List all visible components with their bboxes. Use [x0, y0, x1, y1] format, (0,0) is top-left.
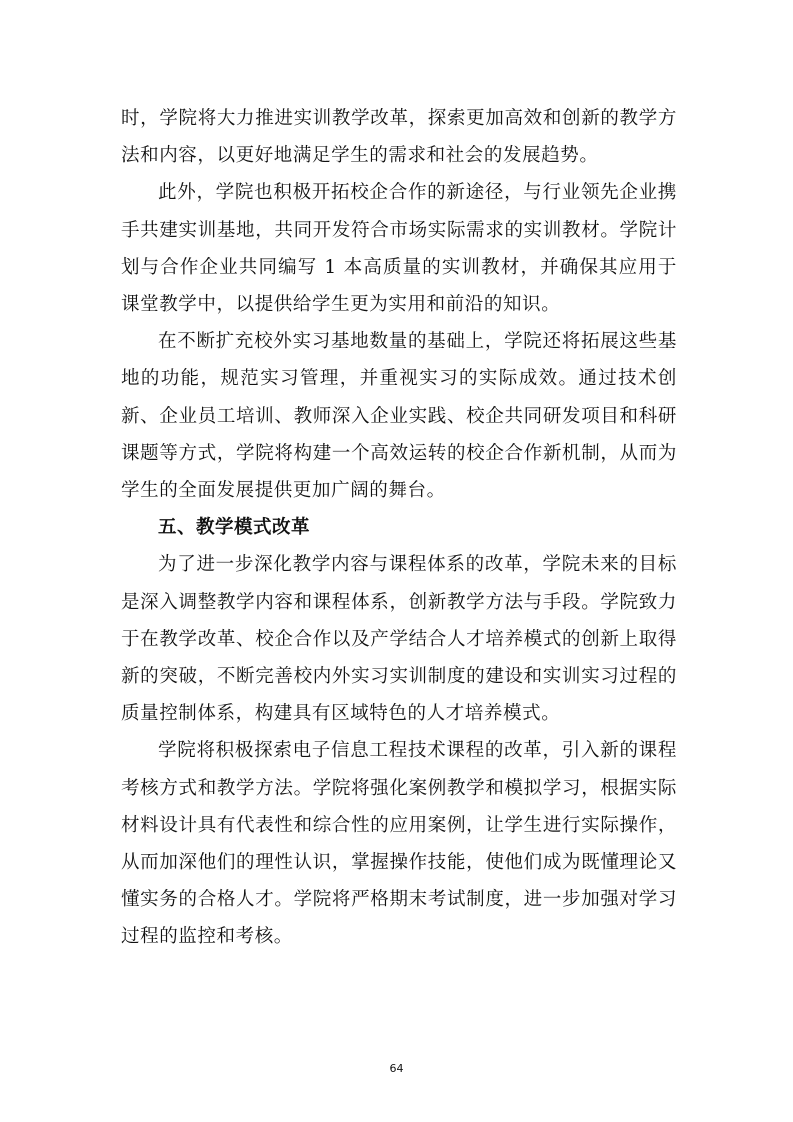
page-number: 64 — [389, 1062, 404, 1075]
body-paragraph: 在不断扩充校外实习基地数量的基础上，学院还将拓展这些基地的功能，规范实习管理，并重视实习的实际成效。通过技术创新、企业员工培训、教师深入企业实践、校企共同研发项目和科研课题等方式，学院将构建一个高效运转的校企合作新机制，从而为学生的全面发展提供更加广阔的舞台。 — [121, 331, 677, 502]
page-body — [121, 100, 677, 956]
section-heading: 五、教学模式改革 — [158, 517, 311, 539]
body-paragraph: 此外，学院也积极开拓校企合作的新途径，与行业领先企业携手共建实训基地，共同开发符合市场实际需求的实训教材。学院计划与合作企业共同编写 1 本高质量的实训教材，并确保其应用于课堂教学中，以提供给学生更为实用和前沿的知识。 — [121, 182, 677, 316]
body-paragraph-continued: 时，学院将大力推进实训教学改革，探索更加高效和创新的教学方法和内容，以更好地满足学生的需求和社会的发展趋势。 — [121, 108, 677, 167]
body-paragraph: 为了进一步深化教学内容与课程体系的改革，学院未来的目标是深入调整教学内容和课程体系，创新教学方法与手段。学院致力于在教学改革、校企合作以及产学结合人才培养模式的创新上取得新的突破，不断完善校内外实习实训制度的建设和实训实习过程的质量控制体系，构建具有区域特色的人才培养模式。 — [121, 554, 677, 725]
body-paragraph: 学院将积极探索电子信息工程技术课程的改革，引入新的课程考核方式和教学方法。学院将强化案例教学和模拟学习，根据实际材料设计具有代表性和综合性的应用案例，让学生进行实际操作，从而加深他们的理性认识，掌握操作技能，使他们成为既懂理论又懂实务的合格人才。学院将严格期末考试制度，进一步加强对学习过程的监控和考核。 — [121, 740, 677, 948]
